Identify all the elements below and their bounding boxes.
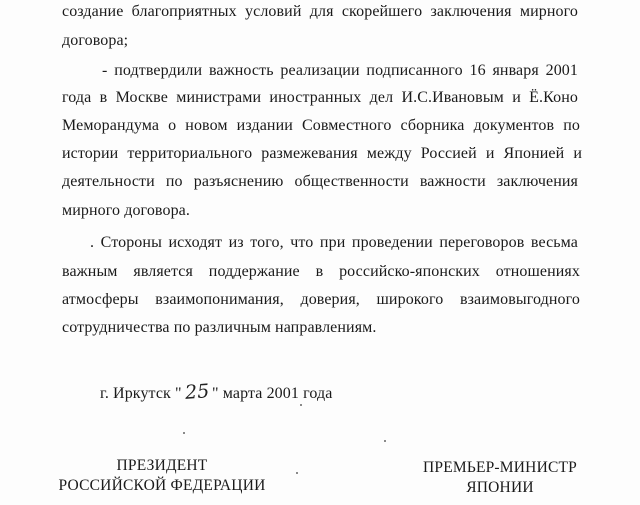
text-line: мирного договора.: [62, 202, 190, 219]
signature-block-left: [52, 456, 272, 496]
text-line: Меморандума о новом издании Совместного сборника документов по: [62, 117, 580, 134]
signature-right-country: ЯПОНИИ: [466, 479, 534, 496]
text-line: создание благоприятных условий для скорейшего заключения мирного: [62, 3, 578, 20]
date-line: [100, 382, 332, 404]
signature-left-country: РОССИЙСКОЙ ФЕДЕРАЦИИ: [58, 477, 266, 494]
text-line: важным является поддержание в российско-японских отношениях: [62, 263, 580, 280]
signature-right-title: ПРЕМЬЕР-МИНИСТР: [422, 459, 577, 476]
date-suffix: " марта 2001 года: [212, 385, 333, 402]
scan-speck: [384, 440, 386, 442]
text-line: . Стороны исходят из того, что при проведении переговоров весьма: [90, 234, 578, 251]
date-prefix: г. Иркутск ": [100, 385, 182, 402]
scan-speck: [183, 432, 185, 434]
text-line: деятельности по разъяснению общественности важности заключения: [62, 173, 578, 190]
handwritten-day: 25: [183, 380, 210, 404]
signature-block-right: [410, 458, 590, 498]
text-line: сотрудничества по различным направлениям.: [62, 319, 377, 336]
text-line: истории территориального размежевания между Россией и Японией и: [62, 145, 582, 162]
text-line: атмосферы взаимопонимания, доверия, широкого взаимовыгодного: [62, 291, 580, 308]
scan-speck: [300, 404, 302, 406]
text-line: года в Москве министрами иностранных дел И.С.Ивановым и Ё.Коно: [62, 89, 578, 106]
signature-left-title: ПРЕЗИДЕНТ: [116, 457, 208, 474]
text-line: договора;: [62, 32, 129, 49]
scan-speck: [296, 472, 298, 474]
text-line: - подтвердили важность реализации подписанного 16 января 2001: [102, 62, 578, 79]
